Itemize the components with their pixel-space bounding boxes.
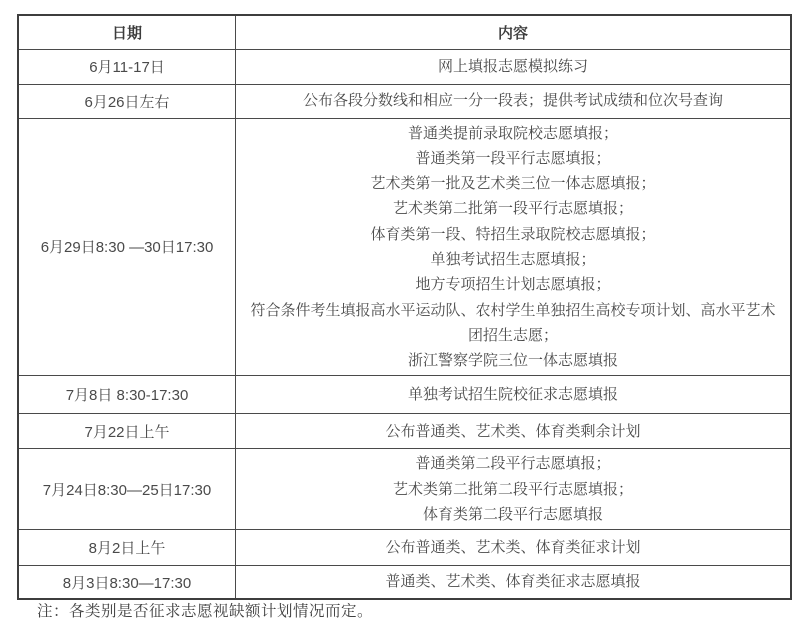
table-row <box>18 376 791 414</box>
content-cell <box>236 49 792 84</box>
content-line: 艺术类第一批及艺术类三位一体志愿填报； <box>370 175 656 193</box>
date-cell: 6月26日左右 <box>18 84 236 118</box>
content-cell <box>236 376 792 414</box>
content-cell <box>236 530 792 566</box>
content-line: 公布普通类、艺术类、体育类征求计划 <box>385 539 641 557</box>
content-line: 符合条件考生填报高水平运动队、农村学生单独招生高校专项计划、高水平艺术团招生志愿； <box>250 301 776 344</box>
date-cell: 6月11-17日 <box>18 49 236 84</box>
content-line: 单独考试招生院校征求志愿填报 <box>407 386 618 404</box>
table-row <box>18 530 791 566</box>
date-cell: 7月8日 8:30-17:30 <box>18 376 236 414</box>
content-line: 公布各段分数线和相应一分一段表；提供考试成绩和位次号查询 <box>302 92 723 110</box>
content-line: 网上填报志愿模拟练习 <box>437 57 588 75</box>
header-date: 日期 <box>18 15 236 49</box>
content-line: 普通类第一段平行志愿填报； <box>415 149 611 167</box>
header-content: 内容 <box>236 15 792 49</box>
date-cell: 7月22日上午 <box>18 414 236 449</box>
content-line: 艺术类第二批第一段平行志愿填报； <box>392 200 633 218</box>
content-cell <box>236 566 792 599</box>
table-row <box>18 49 791 84</box>
date-cell: 8月3日8:30—17:30 <box>18 566 236 599</box>
header-row <box>18 15 791 49</box>
content-line: 地方专项招生计划志愿填报； <box>415 276 611 294</box>
table-row <box>18 414 791 449</box>
content-line: 体育类第二段平行志愿填报 <box>422 506 603 524</box>
content-line: 艺术类第二批第二段平行志愿填报； <box>392 480 633 498</box>
content-line: 体育类第一段、特招生录取院校志愿填报； <box>370 225 656 243</box>
table-row <box>18 566 791 599</box>
schedule-table <box>17 14 792 600</box>
content-cell <box>236 414 792 449</box>
content-line: 浙江警察学院三位一体志愿填报 <box>407 352 618 370</box>
table-row <box>18 84 791 118</box>
footnote: 注：各类别是否征求志愿视缺额计划情况而定。 <box>37 603 374 620</box>
content-cell <box>236 449 792 530</box>
content-line: 单独考试招生志愿填报； <box>430 250 596 268</box>
content-cell <box>236 84 792 118</box>
date-cell: 8月2日上午 <box>18 530 236 566</box>
content-line: 公布普通类、艺术类、体育类剩余计划 <box>385 422 641 440</box>
content-line: 普通类第二段平行志愿填报； <box>415 455 611 473</box>
content-line: 普通类、艺术类、体育类征求志愿填报 <box>385 573 641 591</box>
date-cell: 6月29日8:30 —30日17:30 <box>18 118 236 376</box>
table-row <box>18 449 791 530</box>
date-cell: 7月24日8:30—25日17:30 <box>18 449 236 530</box>
content-cell <box>236 118 792 376</box>
content-line: 普通类提前录取院校志愿填报； <box>407 124 618 142</box>
table-row <box>18 118 791 376</box>
